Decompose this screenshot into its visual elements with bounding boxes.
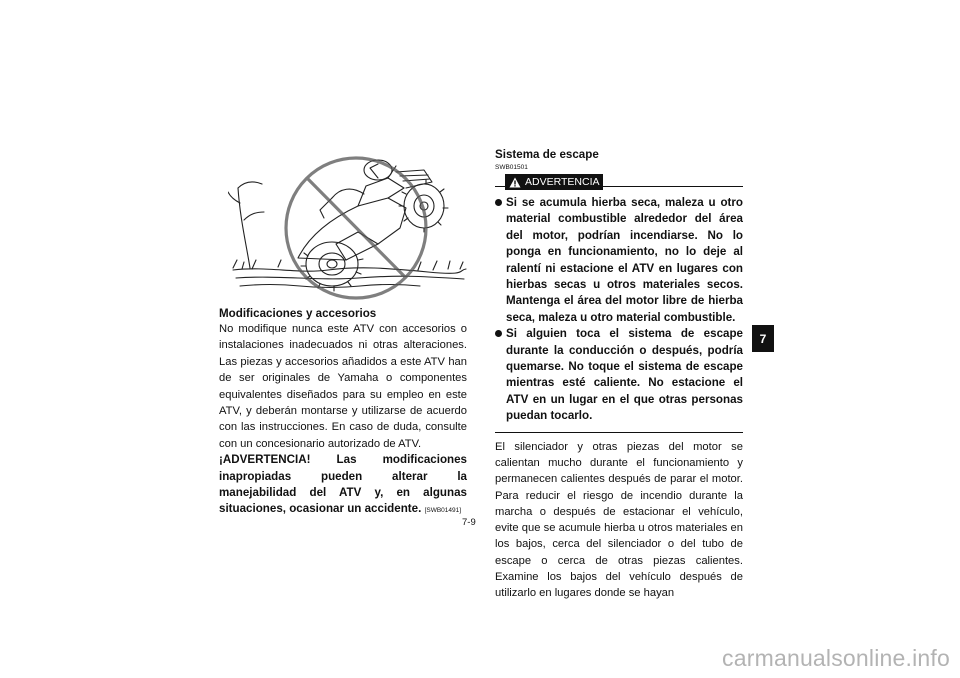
- advertencia-header: [495, 174, 743, 191]
- bullet-dot-icon: [495, 199, 502, 206]
- escape-paragraph: El silenciador y otras piezas del motor se calientan mucho durante el funcionamiento y permanecen calientes después de parar el motor. Para reducir el riesgo de incendio durante la marcha o después de estacionar el vehículo, evite que se acumule hierba u otros materiales en los bajos, cerca del silenciador o del tubo de escape o cerca de otras piezas calientes. Examine los bajos del vehículo después de utilizarlo en lugares donde se hayan: [495, 440, 743, 600]
- modificaciones-warning-text: ¡ADVERTENCIA! Las modificaciones inapropiadas pueden alterar la manejabilidad del ATV y, en algunas situaciones, ocasionar un accidente.: [219, 453, 467, 516]
- advertencia-bullets: [495, 195, 743, 425]
- warning-code: [SWB01491]: [424, 507, 462, 515]
- section-title-modificaciones: Modificaciones y accesorios: [219, 307, 377, 320]
- chapter-tab: 7: [752, 325, 774, 352]
- page-number: 7-9: [462, 517, 476, 528]
- bullet-text: Si se acumula hierba seca, maleza u otro material combustible alrededor del área del motor, podrían incendiarse. No lo ponga en funcionamiento, no lo deje al ralentí ni estacione el ATV en lugares con hierbas secas u otros materiales secos. Mantenga el área del motor libre de hierba seca, maleza u otro material combustible.: [506, 196, 743, 324]
- watermark: carmanualsonline.info: [722, 645, 950, 671]
- modificaciones-warning: [219, 452, 467, 520]
- advertencia-label: ADVERTENCIA: [525, 176, 600, 188]
- advertencia-badge: [505, 174, 603, 190]
- section-title-escape: Sistema de escape: [495, 148, 599, 161]
- left-column: [219, 306, 467, 520]
- warning-triangle-icon: [509, 177, 521, 188]
- advertencia-bullet: [495, 326, 743, 424]
- advertencia-bullet: [495, 195, 743, 326]
- atv-prohibited-illustration: [228, 148, 468, 303]
- advertencia-end-divider: [495, 432, 743, 433]
- escape-code: SWB01501: [495, 164, 528, 171]
- right-column: [495, 148, 743, 602]
- bullet-dot-icon: [495, 330, 502, 337]
- modificaciones-paragraph: No modifique nunca este ATV con accesorios o instalaciones inadecuados ni otras alteraciones. Las piezas y accesorios añadidos a este ATV han de ser originales de Yamaha o componentes equivalentes diseñados para su empleo en este ATV, y deberán montarse y utilizarse de acuerdo con las instrucciones. En caso de duda, consulte con un concesionario autorizado de ATV.: [219, 323, 467, 450]
- bullet-text: Si alguien toca el sistema de escape durante la conducción o después, podría quemarse. No toque el sistema de escape mientras esté caliente. No estacione el ATV en un lugar en el que otras personas puedan tocarlo.: [506, 327, 743, 423]
